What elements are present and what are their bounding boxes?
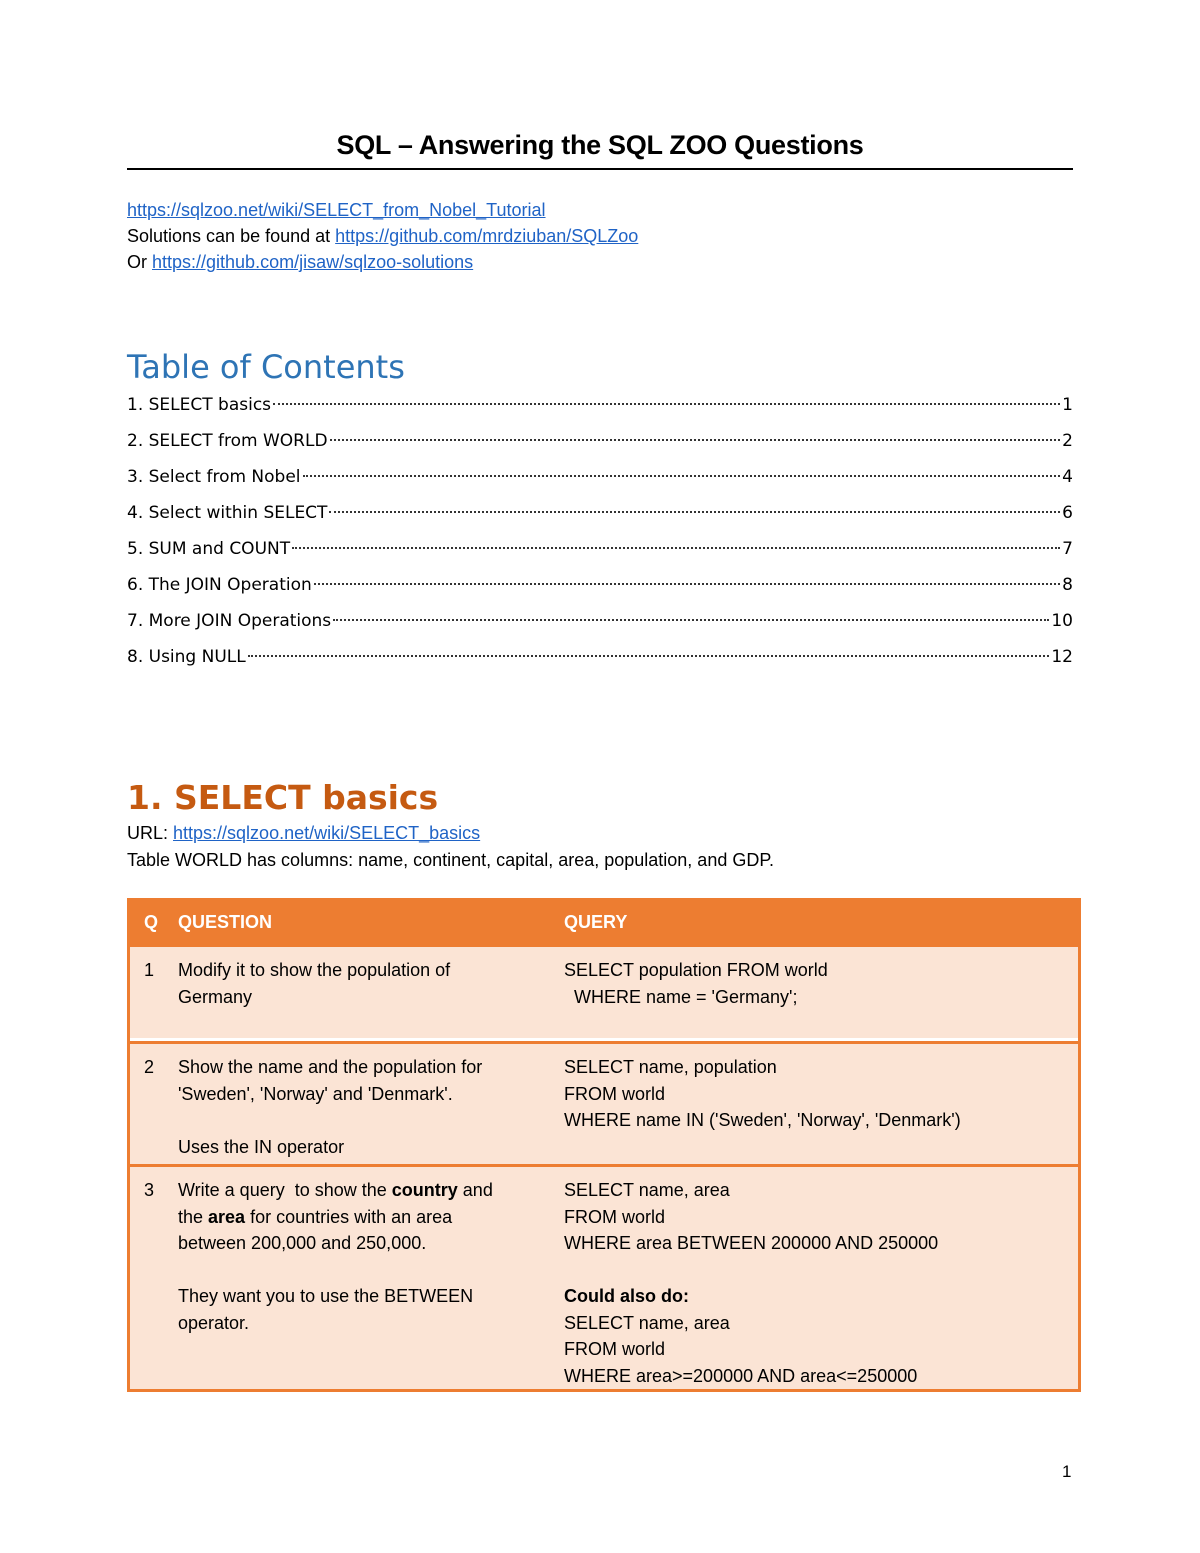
query-line: WHERE area BETWEEN 200000 AND 250000 xyxy=(564,1233,939,1253)
mrdziuban-link[interactable]: https://github.com/mrdziuban/SQLZoo xyxy=(335,226,639,246)
question-line: the area for countries with an area xyxy=(178,1206,453,1227)
query-line: WHERE name IN ('Sweden', 'Norway', 'Denmark') xyxy=(564,1110,961,1130)
question-line: operator. xyxy=(178,1312,250,1333)
table-of-contents xyxy=(127,392,1073,680)
toc-leader xyxy=(330,439,1061,441)
toc-entry[interactable] xyxy=(127,464,1073,500)
question-line: They want you to use the BETWEEN xyxy=(178,1286,474,1306)
query-line: WHERE area>=200000 AND area<=250000 xyxy=(564,1365,918,1386)
toc-leader xyxy=(248,655,1050,657)
toc-entry-page: 6 xyxy=(1062,503,1073,523)
toc-entry-label: 6. The JOIN Operation xyxy=(127,575,312,595)
query-line: FROM world xyxy=(564,1206,666,1227)
toc-entry-label: 4. Select within SELECT xyxy=(127,503,328,523)
intro-block xyxy=(127,197,638,275)
question-line: Germany xyxy=(178,986,253,1007)
header-question: QUESTION xyxy=(178,912,273,933)
question-cell xyxy=(178,1054,564,1164)
header-query: QUERY xyxy=(564,912,628,933)
row-number: 1 xyxy=(144,960,155,980)
question-line: Uses the IN operator xyxy=(178,1136,345,1157)
question-line: between 200,000 and 250,000. xyxy=(178,1233,427,1253)
toc-leader xyxy=(314,583,1060,585)
row-number: 3 xyxy=(144,1180,155,1200)
query-line: FROM world xyxy=(564,1339,666,1359)
toc-entry-label: 2. SELECT from WORLD xyxy=(127,431,328,451)
page-title: SQL – Answering the SQL ZOO Questions xyxy=(336,130,864,160)
query-cell xyxy=(564,957,1078,1038)
header-q: Q xyxy=(144,912,159,933)
toc-entry-page: 8 xyxy=(1062,575,1073,595)
toc-entry[interactable] xyxy=(127,536,1073,572)
page-number: 1 xyxy=(1062,1462,1072,1481)
nobel-tutorial-link[interactable]: https://sqlzoo.net/wiki/SELECT_from_Nobel_Tutorial xyxy=(127,200,546,220)
toc-leader xyxy=(329,511,1060,513)
table-row xyxy=(130,1164,1078,1389)
intro-line-3 xyxy=(127,249,638,275)
toc-entry-page: 2 xyxy=(1062,431,1073,451)
query-cell xyxy=(564,1177,1078,1389)
toc-entry-label: 1. SELECT basics xyxy=(127,395,272,415)
select-basics-link[interactable]: https://sqlzoo.net/wiki/SELECT_basics xyxy=(173,823,481,843)
row-number: 2 xyxy=(144,1057,155,1077)
toc-entry-page: 10 xyxy=(1051,611,1073,631)
toc-leader xyxy=(333,619,1049,621)
toc-heading: Table of Contents xyxy=(127,348,405,386)
query-line: SELECT population FROM world xyxy=(564,960,828,980)
toc-entry[interactable] xyxy=(127,572,1073,608)
table-row xyxy=(130,944,1078,1038)
query-line: SELECT name, population xyxy=(564,1057,777,1077)
toc-entry[interactable] xyxy=(127,608,1073,644)
table-description: Table WORLD has columns: name, continent, capital, area, population, and GDP. xyxy=(127,850,775,870)
toc-leader xyxy=(303,475,1061,477)
toc-entry[interactable] xyxy=(127,392,1073,428)
question-line: Show the name and the population for xyxy=(178,1057,483,1077)
questions-table xyxy=(127,898,1081,1392)
query-alternative-label: Could also do: xyxy=(564,1286,689,1306)
query-line: SELECT name, area xyxy=(564,1312,730,1333)
query-line: FROM world xyxy=(564,1083,666,1104)
question-cell xyxy=(178,1177,564,1389)
query-cell xyxy=(564,1054,1078,1164)
query-line: SELECT name, area xyxy=(564,1180,730,1200)
toc-entry-label: 8. Using NULL xyxy=(127,647,246,667)
toc-leader xyxy=(273,403,1060,405)
jisaw-link[interactable]: https://github.com/jisaw/sqlzoo-solutions xyxy=(152,252,474,272)
toc-entry-page: 7 xyxy=(1062,539,1073,559)
question-line: Modify it to show the population of xyxy=(178,960,451,980)
table-header-row xyxy=(130,901,1078,944)
intro-line-2 xyxy=(127,223,638,249)
intro-line-1 xyxy=(127,197,638,223)
toc-entry-label: 3. Select from Nobel xyxy=(127,467,301,487)
toc-entry-page: 4 xyxy=(1062,467,1073,487)
toc-entry[interactable] xyxy=(127,428,1073,464)
toc-entry-page: 1 xyxy=(1062,395,1073,415)
title-rule xyxy=(127,168,1073,170)
question-line: 'Sweden', 'Norway' and 'Denmark'. xyxy=(178,1083,453,1104)
section-info xyxy=(127,820,774,874)
query-line: WHERE name = 'Germany'; xyxy=(564,986,798,1007)
url-line xyxy=(127,820,774,847)
section-heading: 1. SELECT basics xyxy=(127,778,439,817)
toc-entry-label: 7. More JOIN Operations xyxy=(127,611,332,631)
toc-entry-page: 12 xyxy=(1051,647,1073,667)
url-label: URL: xyxy=(127,823,174,843)
toc-leader xyxy=(292,547,1060,549)
toc-entry[interactable] xyxy=(127,644,1073,680)
question-cell xyxy=(178,957,564,1038)
table-row xyxy=(130,1041,1078,1164)
toc-entry-label: 5. SUM and COUNT xyxy=(127,539,291,559)
question-line: Write a query to show the country and xyxy=(178,1180,493,1200)
toc-entry[interactable] xyxy=(127,500,1073,536)
solutions-text: Solutions can be found at xyxy=(127,226,336,246)
or-text: Or xyxy=(127,252,152,272)
